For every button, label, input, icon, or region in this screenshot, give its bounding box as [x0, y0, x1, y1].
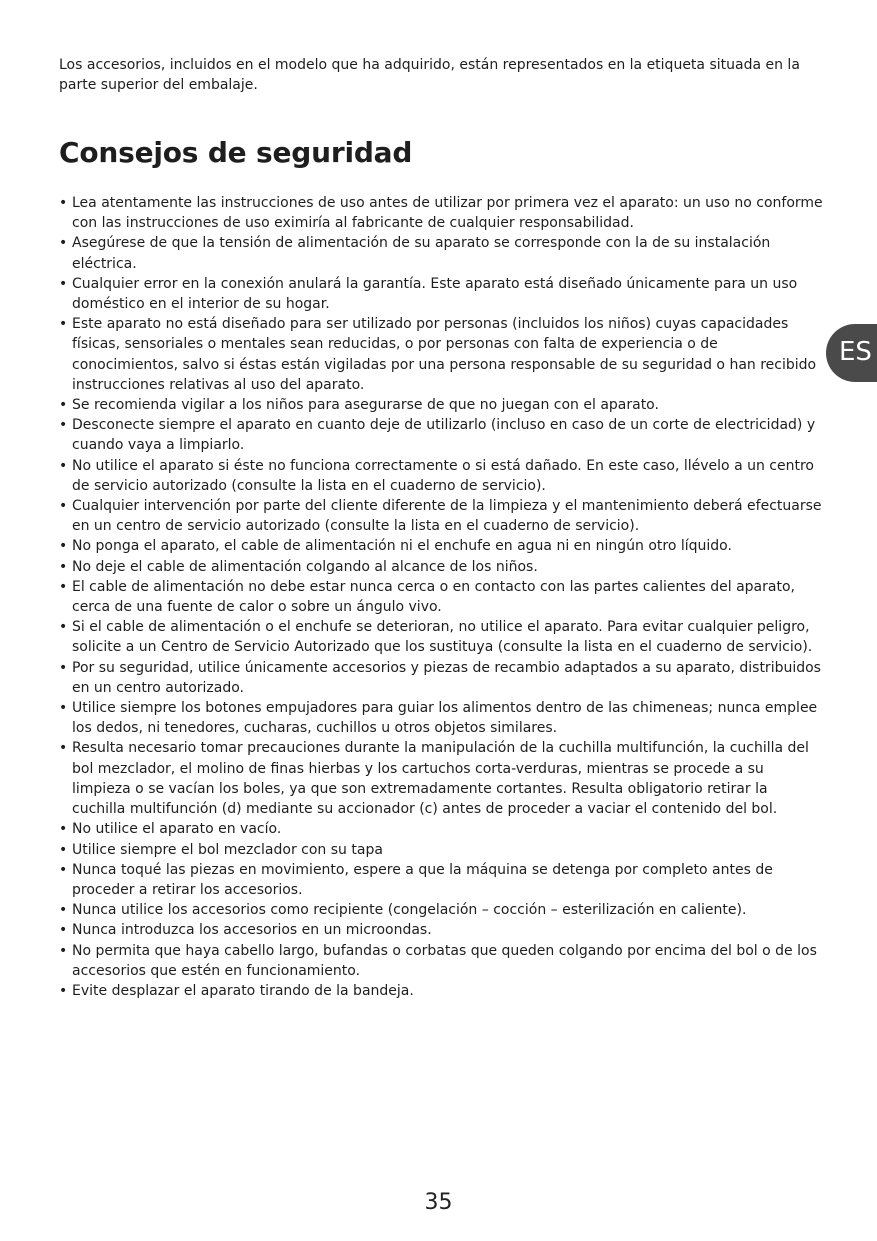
- safety-item: • Si el cable de alimentación o el enchufe se deterioran, no utilice el aparato. Para evitar cualquier peligro, solicite a un Centro de Servicio Autorizado que los sustituya (consulte la lista en el cuaderno de servicio).: [59, 617, 824, 657]
- safety-item: • Lea atentamente las instrucciones de uso antes de utilizar por primera vez el aparato: un uso no conforme con las instrucciones de uso eximiría al fabricante de cualquier responsabilidad.: [59, 193, 824, 233]
- safety-item: • Cualquier intervención por parte del cliente diferente de la limpieza y el mantenimiento deberá efectuarse en un centro de servicio autorizado (consulte la lista en el cuaderno de servicio).: [59, 496, 824, 536]
- safety-item: • No utilice el aparato si éste no funciona correctamente o si está dañado. En este caso, llévelo a un centro de servicio autorizado (consulte la lista en el cuaderno de servicio).: [59, 456, 824, 496]
- safety-list: [59, 193, 824, 1001]
- safety-item: • Por su seguridad, utilice únicamente accesorios y piezas de recambio adaptados a su aparato, distribuidos en un centro autorizado.: [59, 658, 824, 698]
- safety-item: • Este aparato no está diseñado para ser utilizado por personas (incluidos los niños) cuyas capacidades físicas, sensoriales o mentales sean reducidas, o por personas con falta de experiencia o de conocimientos, salvo si éstas están vigiladas por una persona responsable de su seguridad o han recibido instrucciones relativas al uso del aparato.: [59, 314, 824, 395]
- safety-item: • Desconecte siempre el aparato en cuanto deje de utilizarlo (incluso en caso de un corte de electricidad) y cuando vaya a limpiarlo.: [59, 415, 824, 455]
- safety-item: • No ponga el aparato, el cable de alimentación ni el enchufe en agua ni en ningún otro líquido.: [59, 536, 824, 556]
- safety-item: • Asegúrese de que la tensión de alimentación de su aparato se corresponde con la de su instalación eléctrica.: [59, 233, 824, 273]
- safety-item: • No permita que haya cabello largo, bufandas o corbatas que queden colgando por encima del bol o de los accesorios que estén en funcionamiento.: [59, 941, 824, 981]
- safety-item: • Resulta necesario tomar precauciones durante la manipulación de la cuchilla multifunción, la cuchilla del bol mezclador, el molino de finas hierbas y los cartuchos corta-verduras, mientras se procede a su limpieza o se vacían los boles, ya que son extremadamente cortantes. Resulta obligatorio retirar la cuchilla multifunción (d) mediante su accionador (c) antes de proceder a vaciar el contenido del bol.: [59, 738, 824, 819]
- safety-item: • Utilice siempre el bol mezclador con su tapa: [59, 840, 824, 860]
- safety-item: • Nunca utilice los accesorios como recipiente (congelación – cocción – esterilización en caliente).: [59, 900, 824, 920]
- language-tab-label: ES: [839, 337, 872, 367]
- page-number: 35: [424, 1190, 453, 1215]
- safety-item: • Nunca toqué las piezas en movimiento, espere a que la máquina se detenga por completo antes de proceder a retirar los accesorios.: [59, 860, 824, 900]
- safety-item: • Evite desplazar el aparato tirando de la bandeja.: [59, 981, 824, 1001]
- safety-item: • El cable de alimentación no debe estar nunca cerca o en contacto con las partes calientes del aparato, cerca de una fuente de calor o sobre un ángulo vivo.: [59, 577, 824, 617]
- section-title: Consejos de seguridad: [59, 136, 413, 169]
- safety-item: • Se recomienda vigilar a los niños para asegurarse de que no juegan con el aparato.: [59, 395, 824, 415]
- intro-paragraph: Los accesorios, incluidos en el modelo que ha adquirido, están representados en la etiqueta situada en la parte superior del embalaje.: [59, 57, 800, 93]
- safety-item: • No deje el cable de alimentación colgando al alcance de los niños.: [59, 557, 824, 577]
- safety-item: • Nunca introduzca los accesorios en un microondas.: [59, 920, 824, 940]
- safety-item: • Utilice siempre los botones empujadores para guiar los alimentos dentro de las chimeneas; nunca emplee los dedos, ni tenedores, cucharas, cuchillos u otros objetos similares.: [59, 698, 824, 738]
- safety-item: • Cualquier error en la conexión anulará la garantía. Este aparato está diseñado únicamente para un uso doméstico en el interior de su hogar.: [59, 274, 824, 314]
- safety-item: • No utilice el aparato en vacío.: [59, 819, 824, 839]
